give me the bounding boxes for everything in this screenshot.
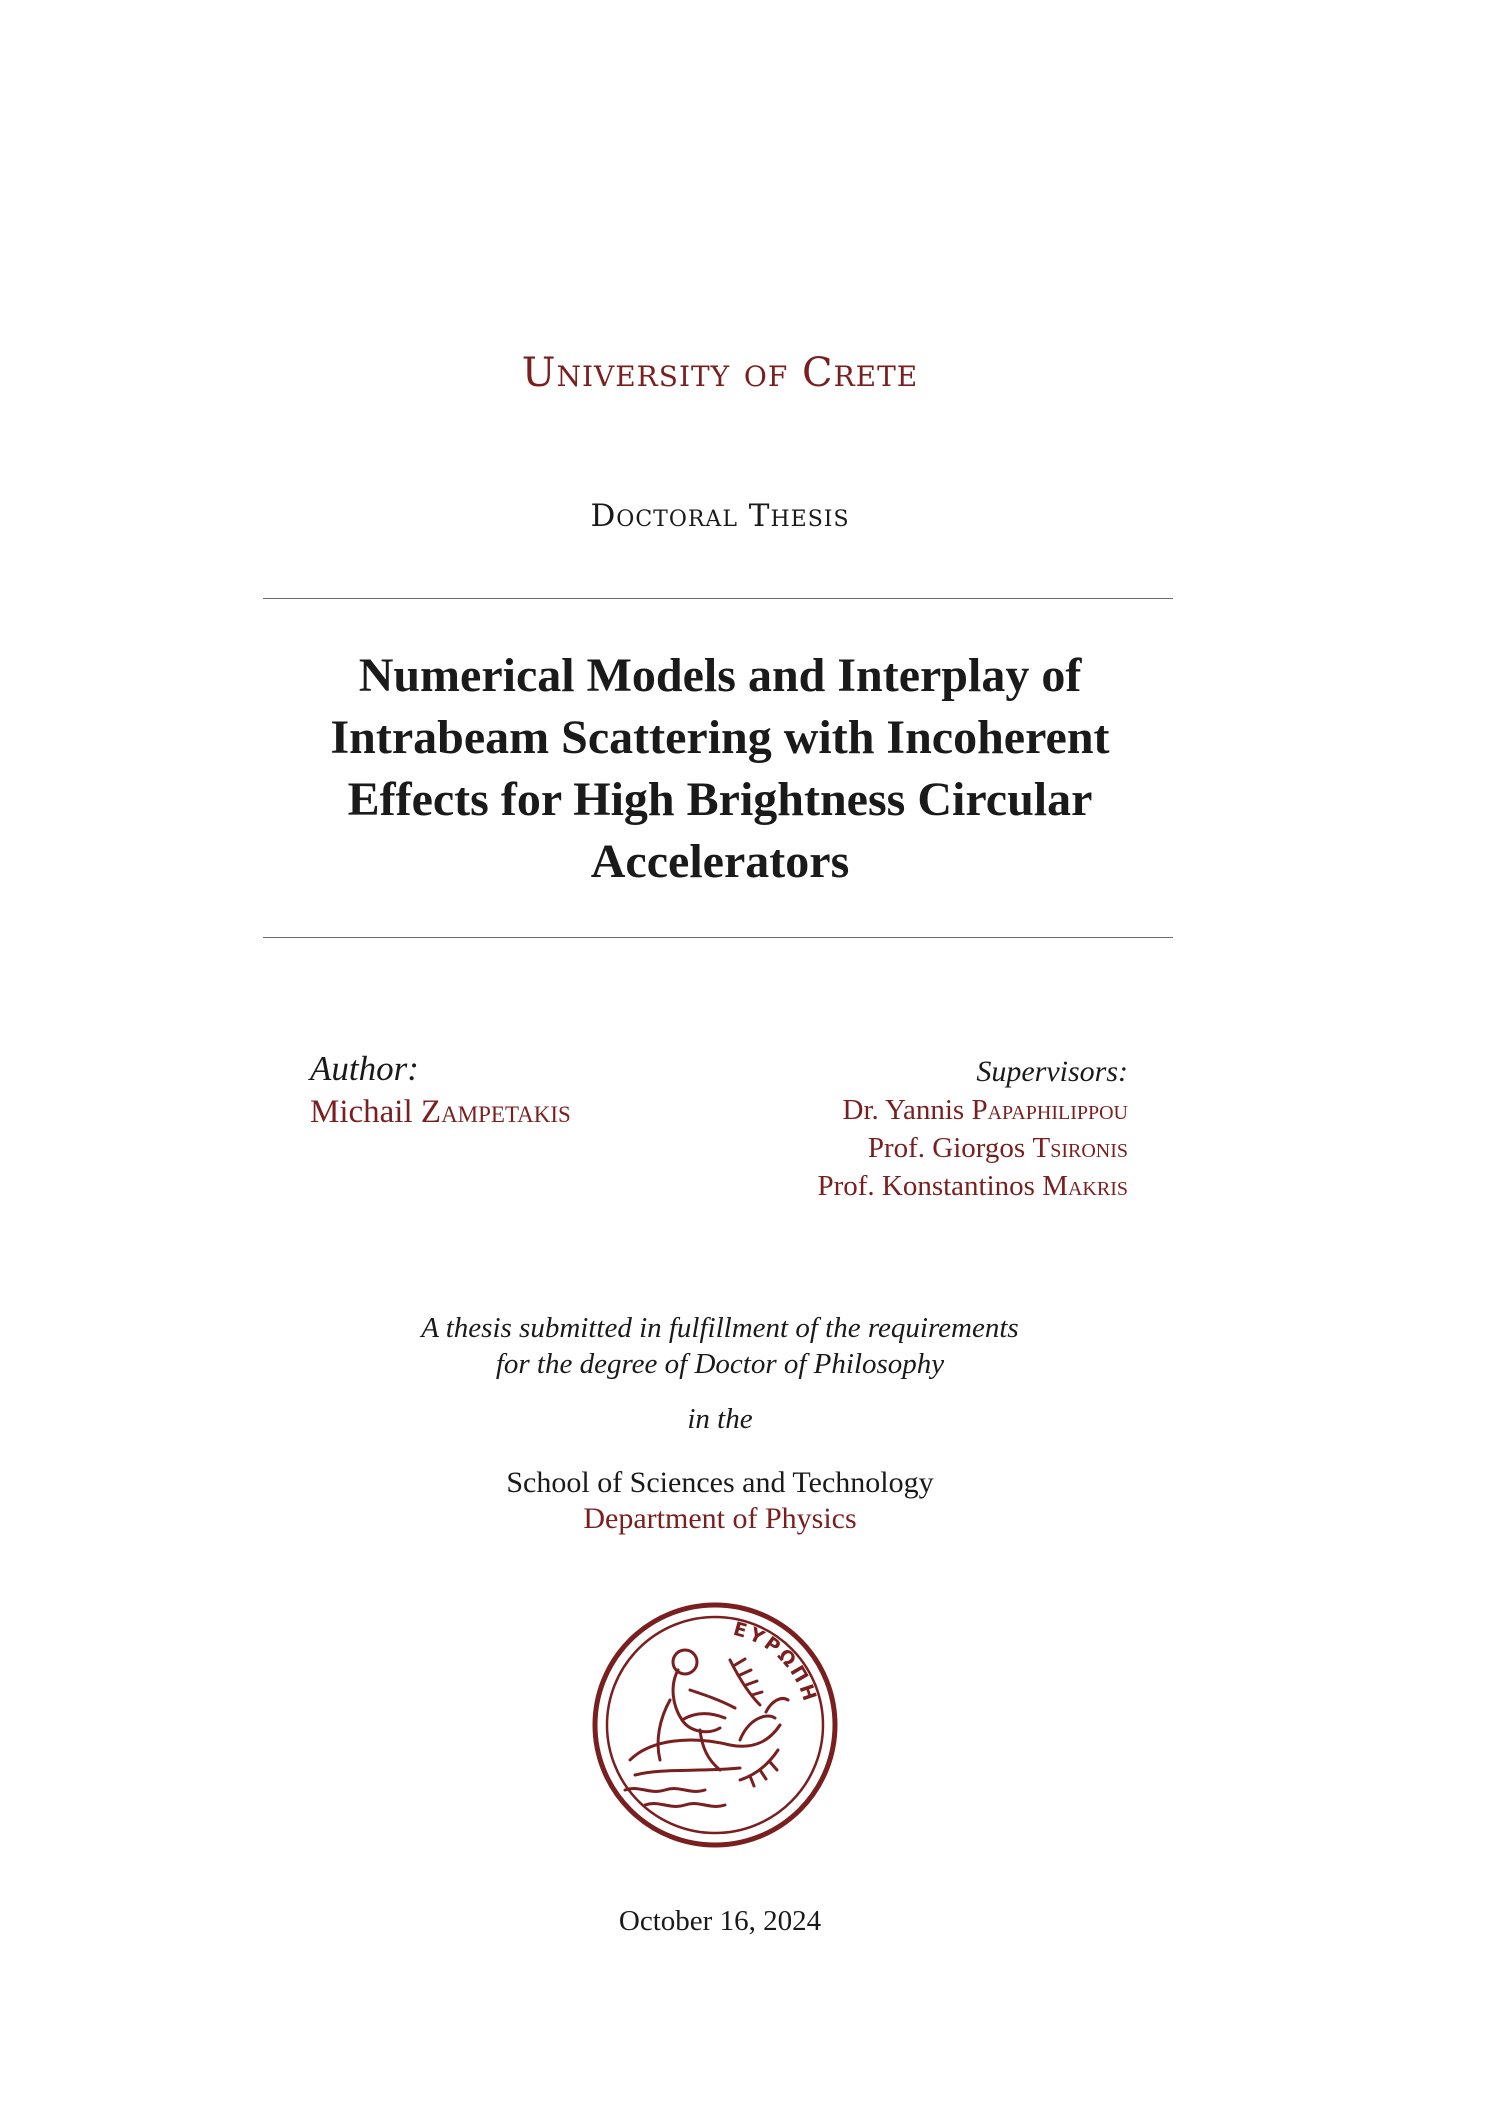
supervisor-name [817,1091,1128,1129]
author-name [310,1090,571,1134]
title-line: Numerical Models and Interplay of [358,649,1082,702]
submission-statement [0,1310,1440,1382]
supervisors-block [817,1053,1128,1205]
author-block [310,1048,571,1134]
supervisor-first-name: Dr. Yannis [842,1094,965,1126]
author-first-name: Michail [310,1094,413,1130]
university-name: University of Crete [521,350,919,396]
university-seal-icon [590,1600,840,1850]
supervisor-last-name: Papaphilippou [971,1094,1128,1126]
svg-text:ΕΥΡΩΠΗ [731,1618,821,1706]
thesis-type: Doctoral Thesis [590,498,850,534]
institution-block [0,1465,1440,1537]
supervisor-last-name: Makris [1042,1170,1128,1202]
title-line: Intrabeam Scattering with Incoherent [330,711,1110,764]
author-label: Author: [310,1049,419,1088]
seal-text: ΕΥΡΩΠΗ [730,1617,822,1707]
supervisors-label: Supervisors: [976,1055,1128,1088]
school-name: School of Sciences and Technology [506,1466,934,1499]
supervisor-name [817,1167,1128,1205]
supervisor-name [817,1129,1128,1167]
bottom-rule [263,937,1173,938]
in-the-text: in the [687,1403,753,1435]
title-line: Effects for High Brightness Circular [347,773,1093,826]
top-rule [263,598,1173,599]
submission-line: A thesis submitted in fulfillment of the requirements [421,1312,1019,1344]
author-last-name: Zampetakis [420,1094,571,1130]
submission-line: for the degree of Doctor of Philosophy [495,1348,945,1380]
supervisor-last-name: Tsironis [1032,1132,1128,1164]
title-line: Accelerators [590,835,850,888]
supervisor-first-name: Prof. Konstantinos [817,1170,1035,1202]
supervisor-first-name: Prof. Giorgos [867,1132,1026,1164]
department-name: Department of Physics [583,1502,857,1535]
thesis-title [0,645,1440,893]
submission-date: October 16, 2024 [618,1905,822,1937]
